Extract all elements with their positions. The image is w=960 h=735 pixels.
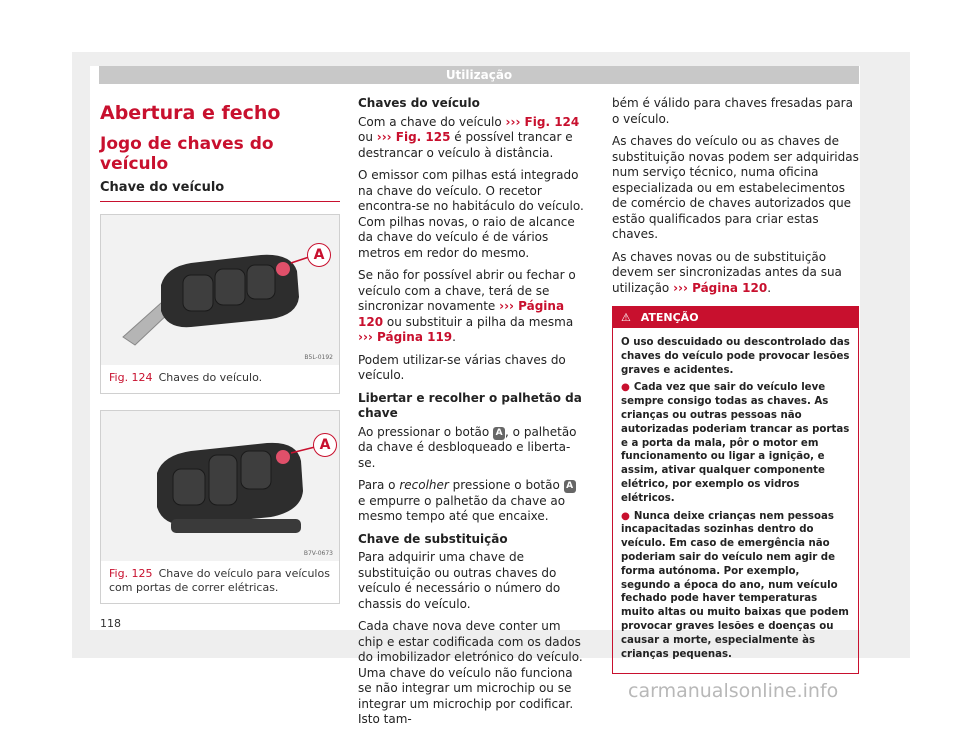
- paragraph: [358, 115, 586, 162]
- watermark: carmanualsonline.info: [628, 680, 839, 702]
- paragraph: [358, 425, 586, 472]
- text: Para o: [358, 478, 400, 492]
- fig-ref-link[interactable]: ››› Fig. 125: [376, 130, 451, 144]
- bullet-icon: ●: [621, 510, 630, 522]
- text: Se não for possível abrir ou fechar o veículo com a chave, terá de se sincronizar novamente: [358, 268, 576, 313]
- figure-caption: [101, 561, 339, 603]
- text: As chaves novas ou de substituição devem ser sincronizadas antes da sua utilização: [612, 249, 842, 295]
- paragraph: bém é válido para chaves fresadas para o veículo.: [612, 96, 853, 126]
- image-code: B5L-0192: [304, 354, 333, 361]
- item-title: Chave do veículo: [100, 180, 340, 202]
- text: pressione o botão: [448, 478, 564, 492]
- paragraph: [358, 268, 586, 346]
- emphasis: recolher: [399, 478, 449, 492]
- fig-ref-link[interactable]: ››› Fig. 124: [505, 114, 580, 129]
- text: ou: [358, 130, 377, 144]
- text: ou substituir a pilha da mesma: [383, 314, 574, 329]
- text: .: [452, 330, 456, 344]
- heading-chaves: Chaves do veículo: [358, 96, 480, 110]
- text: Nunca deixe crianças nem pessoas incapacitadas sozinhas dentro do veículo. Em caso de emergência não poderiam sair do veículo nem agir de forma autónoma. Por exemplo, segundo a época do ano, num veículo fechado pode haver temperaturas muito altas ou muito baixas que podem provocar graves lesões e doenças ou causar a morte, especialmente às crianças pequenas.: [621, 510, 849, 660]
- warning-triangle-icon: ⚠: [621, 311, 631, 324]
- text: .: [767, 280, 772, 295]
- key-image-1: [101, 215, 339, 365]
- warning-bullet: [621, 381, 850, 505]
- callout-a: A: [313, 433, 337, 457]
- figure-caption-text: Chaves do veículo.: [158, 371, 263, 384]
- paragraph: O emissor com pilhas está integrado na chave do veículo. O recetor encontra-se no habitáculo do veículo. Com pilhas novas, o raio de alcance da chave do veículo é de vários metros em redor do mesmo.: [358, 168, 584, 260]
- column-right: [612, 96, 859, 674]
- bullet-icon: ●: [621, 382, 630, 394]
- warning-bullet: [621, 510, 850, 662]
- paragraph: As chaves do veículo ou as chaves de substituição novas podem ser adquiridas num serviço técnico, numa oficina especializada ou em estabelecimentos de comércio de chaves autorizados que estão qualificados para criar estas chaves.: [612, 134, 859, 241]
- page-number: 118: [100, 617, 121, 630]
- text: e empurre o palhetão da chave ao mesmo tempo até que encaixe.: [358, 493, 566, 523]
- paragraph: [612, 250, 859, 297]
- figure-124: [100, 214, 340, 394]
- paragraph: Podem utilizar-se várias chaves do veículo.: [358, 352, 566, 382]
- page-ref-link[interactable]: ››› Página 119: [358, 330, 453, 344]
- heading-substituicao: Chave de substituição: [358, 531, 508, 546]
- subsection-title: Jogo de chaves do veículo: [100, 134, 274, 174]
- text: é possível trancar e destrancar o veículo à distância.: [358, 130, 573, 160]
- page-ref-link[interactable]: ››› Página 120: [358, 299, 565, 329]
- figure-number: Fig. 124: [109, 371, 153, 384]
- car-key-illustration: [101, 215, 339, 365]
- image-code: B7V-0673: [303, 550, 333, 557]
- figure-caption: [101, 365, 339, 393]
- text: Ao pressionar o botão: [358, 424, 494, 439]
- text: Com a chave do veículo: [358, 114, 506, 129]
- text: , o palhetão da chave é desbloqueado e liberta-se.: [358, 424, 577, 470]
- paragraph: [358, 478, 586, 525]
- section-title: Abertura e fecho: [100, 102, 281, 124]
- figure-125: [100, 410, 340, 604]
- callout-a: A: [307, 243, 331, 267]
- header-band: Utilização: [99, 66, 859, 84]
- warning-body: [613, 328, 858, 673]
- warning-intro: O uso descuidado ou descontrolado das chaves do veículo pode provocar lesões graves e acidentes.: [621, 337, 850, 376]
- page-ref-link[interactable]: ››› Página 120: [673, 280, 768, 295]
- figure-caption-text: Chave do veículo para veículos com portas de correr elétricas.: [109, 567, 330, 594]
- heading-palhetao: Libertar e recolher o palhetão da chave: [358, 390, 582, 420]
- warning-title: ATENÇÃO: [640, 311, 699, 324]
- paragraph: Para adquirir uma chave de substituição ou outras chaves do veículo é necessário o número do chassis do veículo.: [358, 550, 561, 611]
- column-left: [100, 96, 340, 604]
- warning-header: [613, 307, 858, 328]
- key-image-2: [101, 411, 339, 561]
- warning-box: [612, 306, 859, 674]
- text: Cada vez que sair do veículo leve sempre consigo todas as chaves. As crianças ou outras pessoas não autorizadas poderiam trancar as portas e a porta da mala, pôr o motor em funcionamento ou ligar a ignição, e assim, ativar qualquer componente elétrico, por exemplo os vidros elétricos.: [621, 382, 850, 504]
- car-key-illustration: [101, 411, 339, 561]
- figure-number: Fig. 125: [109, 567, 153, 580]
- column-middle: [358, 96, 586, 735]
- button-a-badge: A: [564, 480, 576, 493]
- paragraph: Cada chave nova deve conter um chip e estar codificada com os dados do imobilizador eletrónico do veículo. Uma chave do veículo não funciona se não integrar um microchip ou se integrar um microchip por codificar. Isto tam-: [358, 619, 583, 726]
- button-a-badge: A: [493, 427, 505, 440]
